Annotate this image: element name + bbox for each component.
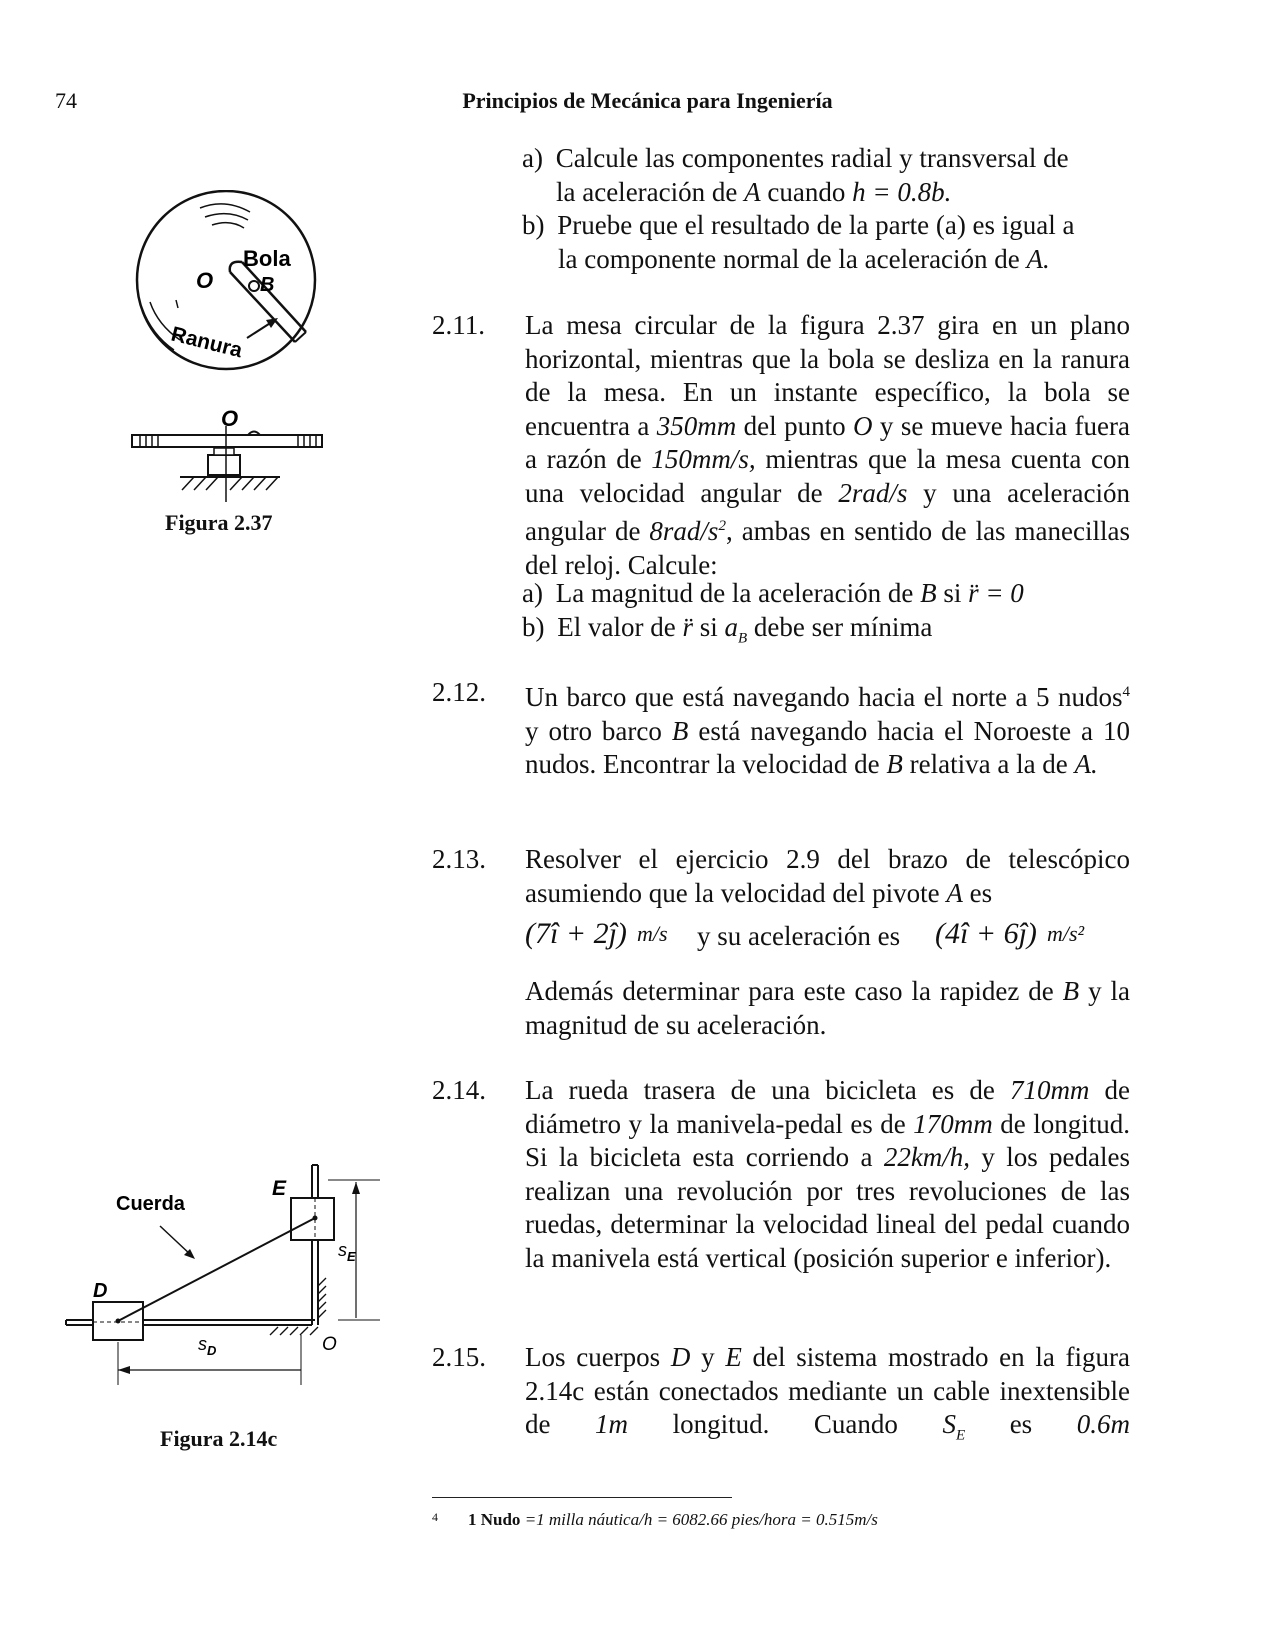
- velocity-vector: (7î + 2ĵ): [525, 917, 627, 950]
- label-se: s: [338, 1240, 347, 1260]
- acceleration-vector: (4î + 6ĵ): [935, 917, 1037, 950]
- vector-connector: y su aceleración es: [697, 921, 901, 951]
- running-header: [0, 88, 1275, 114]
- exercise-2-11-body: La mesa circular de la figura 2.37 gira en un plano horizontal, mientras que la bola se desliza en la ranura de la mesa. En un instante específico, la bola se encuentra a 350mm del punto O y se mueve hacia fuera a razón de 150mm/s, mientras que la mesa cuenta con una velocidad angular de 2rad/s y una aceleración angular de $8rad/s^2$, ambas en sentido de las manecillas del reloj. Calcule:: [525, 310, 1130, 580]
- figure-2-37: [130, 190, 360, 540]
- label-d: D: [93, 1280, 108, 1302]
- figure-2-14c-caption: Figura 2.14c: [160, 1426, 278, 1451]
- exercise-2-12-number: 2.12.: [432, 677, 486, 707]
- label-o: O: [322, 1334, 337, 1355]
- intro-item-b-line2: la componente normal de la aceleración de A.: [558, 243, 1050, 274]
- exercise-2-13-vectors: [525, 913, 1130, 965]
- label-cuerda: Cuerda: [116, 1193, 185, 1215]
- exercise-2-14-number: 2.14.: [432, 1075, 486, 1105]
- intro-item-a-line2: la aceleración de A cuando h = 0.8b.: [556, 176, 952, 207]
- footnote-rule: [432, 1497, 732, 1498]
- header-title: Principios de Mecánica para Ingeniería: [462, 88, 833, 113]
- ball: [249, 281, 259, 291]
- footnote-ref: 4: [1122, 684, 1130, 700]
- exercise-2-13-body-2: Además determinar para este caso la rapidez de B y la magnitud de su aceleración.: [525, 976, 1130, 1040]
- exercise-2-12-body: Un barco que está navegando hacia el norte a 5 nudos$^4$ y otro barco B está navegando hacia el Noroeste a 10 nudos. Encontrar la velocidad de B relativa a la de A.: [525, 682, 1130, 779]
- exercise-2-13-body: Resolver el ejercicio 2.9 del brazo de telescópico asumiendo que la velocidad del pivote A es: [525, 844, 1130, 908]
- label-e: E: [272, 1177, 287, 1200]
- intro-item-b: b) Pruebe que el resultado de la parte (a) es igual a: [522, 210, 1075, 240]
- label-o-side: O: [221, 406, 239, 431]
- exercise-2-15-body: Los cuerpos D y E del sistema mostrado en la figura 2.14c están conectados mediante un cable inextensible de 1m longitud. Cuando $S_E$ es 0.6m: [525, 1342, 1131, 1444]
- table-side-view: [132, 435, 322, 447]
- exercise-2-11-part-a: a) La magnitud de la aceleración de B si r̈ = 0: [522, 578, 1024, 608]
- exercise-2-11-part-b: b) El valor de r̈ si $a_B$ debe ser mínima: [522, 611, 933, 646]
- label-sd: s: [198, 1334, 207, 1354]
- label-bola: Bola: [243, 246, 291, 271]
- intro-item-a: a) Calcule las componentes radial y transversal de: [522, 143, 1069, 173]
- page-number: 74: [55, 88, 77, 113]
- footnote: $^4$ 1 Nudo =1 milla náutica/h = 6082.66 pies/hora = 0.515m/s: [432, 1510, 878, 1529]
- exercise-2-15-number: 2.15.: [432, 1342, 486, 1372]
- label-ranura: Ranura: [168, 322, 245, 363]
- acceleration-unit: m/s²: [1047, 921, 1085, 946]
- figure-2-37-caption: Figura 2.37: [165, 510, 273, 535]
- label-se-sub: E: [347, 1249, 356, 1264]
- cord: [118, 1218, 315, 1321]
- label-o-top: O: [196, 268, 214, 293]
- exercise-2-14-body: La rueda trasera de una bicicleta es de 710mm de diámetro y la manivela-pedal es de 170mm de longitud. Si la bicicleta esta corriendo a 22km/h, y los pedales realizan una revolución por tres revoluciones de las ruedas, determinar la velocidad lineal del pedal cuando la manivela está vertical (posición superior e inferior).: [525, 1075, 1131, 1273]
- exercise-2-11-number: 2.11.: [432, 310, 485, 340]
- label-sd-sub: D: [207, 1343, 217, 1358]
- exercise-2-13-number: 2.13.: [432, 844, 486, 874]
- label-b: B: [260, 274, 275, 296]
- velocity-unit: m/s: [637, 921, 668, 946]
- figure-2-14c: [60, 1160, 390, 1440]
